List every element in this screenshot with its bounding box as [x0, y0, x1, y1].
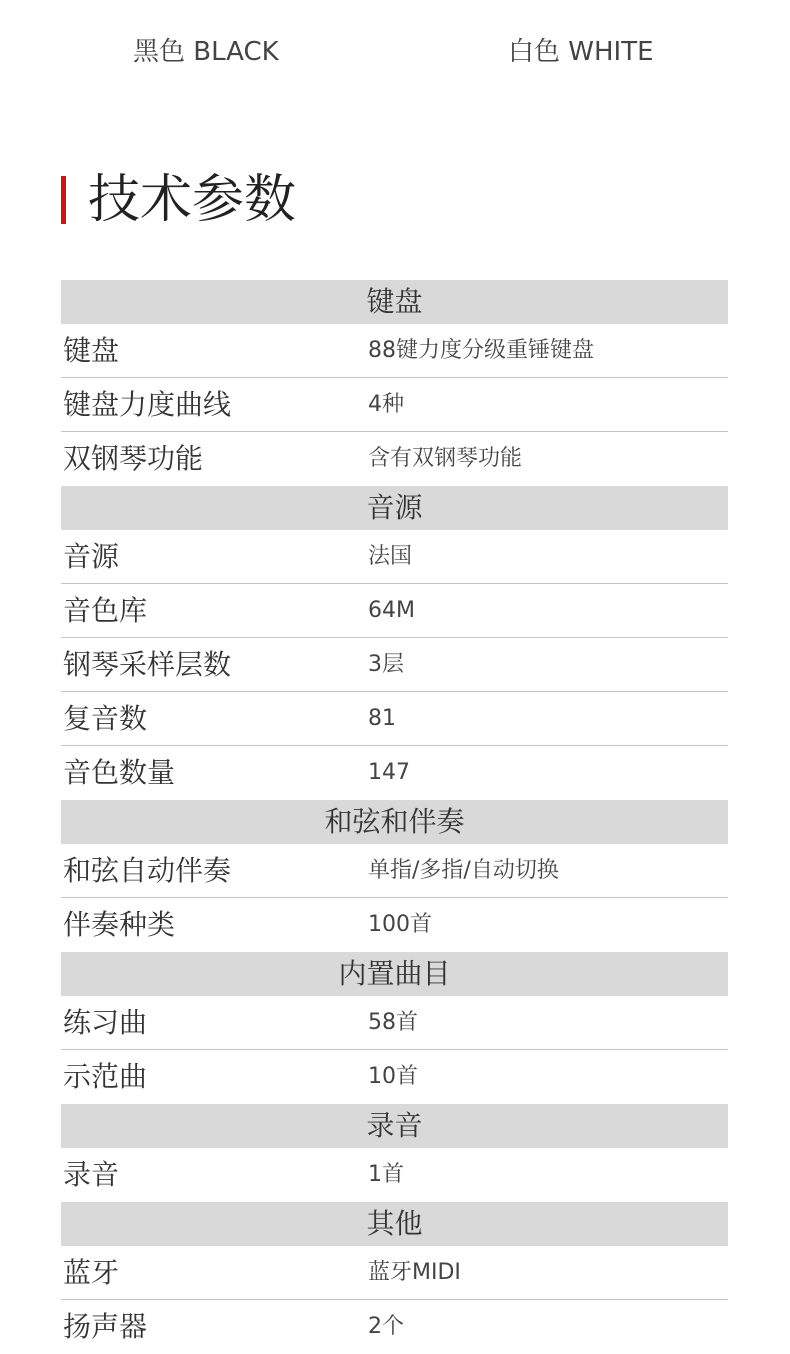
table-row	[61, 1300, 728, 1354]
row-label: 录音	[63, 1158, 120, 1191]
row-label: 伴奏种类	[63, 908, 176, 941]
table-row	[61, 692, 728, 746]
row-value: 58首	[368, 1010, 418, 1035]
table-row	[61, 898, 728, 952]
row-value: 88键力度分级重锤键盘	[368, 338, 594, 363]
table-row	[61, 530, 728, 584]
section-title: 技术参数	[88, 170, 297, 230]
row-label: 扬声器	[63, 1310, 148, 1343]
group-header-keyboard: 键盘	[61, 280, 728, 324]
spec-table	[61, 280, 728, 1354]
row-label: 蓝牙	[63, 1256, 120, 1289]
row-label: 音源	[63, 540, 120, 573]
group-header-built-in-songs: 内置曲目	[61, 952, 728, 996]
table-row	[61, 1050, 728, 1104]
row-label: 复音数	[63, 702, 148, 735]
row-value: 100首	[368, 912, 432, 937]
row-value: 2个	[368, 1314, 404, 1339]
group-header-chords-accompaniment: 和弦和伴奏	[61, 800, 728, 844]
group-header-other: 其他	[61, 1202, 728, 1246]
table-row	[61, 324, 728, 378]
row-value: 3层	[368, 652, 404, 677]
group-header-sound-source: 音源	[61, 486, 728, 530]
table-row	[61, 638, 728, 692]
table-row	[61, 844, 728, 898]
color-option-white: 白色 WHITE	[508, 37, 654, 67]
color-option-black: 黑色 BLACK	[133, 37, 279, 67]
table-row	[61, 1148, 728, 1202]
table-row	[61, 432, 728, 486]
row-value: 蓝牙MIDI	[368, 1260, 461, 1285]
row-value: 1首	[368, 1162, 404, 1187]
row-label: 音色库	[63, 594, 148, 627]
table-row	[61, 378, 728, 432]
heading-accent-bar	[61, 176, 66, 224]
row-value: 单指/多指/自动切换	[368, 858, 559, 883]
row-value: 含有双钢琴功能	[368, 446, 523, 471]
row-value: 64M	[368, 598, 415, 623]
row-label: 双钢琴功能	[63, 442, 204, 475]
row-label: 示范曲	[63, 1060, 148, 1093]
row-label: 钢琴采样层数	[63, 648, 232, 681]
row-label: 键盘	[63, 334, 120, 367]
row-value: 10首	[368, 1064, 418, 1089]
table-row	[61, 584, 728, 638]
row-label: 键盘力度曲线	[63, 388, 232, 421]
row-value: 4种	[368, 392, 404, 417]
row-value: 81	[368, 706, 396, 731]
color-options	[0, 30, 790, 74]
table-row	[61, 746, 728, 800]
table-row	[61, 996, 728, 1050]
row-value: 法国	[368, 544, 413, 569]
row-value: 147	[368, 760, 410, 785]
group-header-recording: 录音	[61, 1104, 728, 1148]
row-label: 和弦自动伴奏	[63, 854, 232, 887]
row-label: 练习曲	[63, 1006, 148, 1039]
row-label: 音色数量	[63, 756, 176, 789]
table-row	[61, 1246, 728, 1300]
